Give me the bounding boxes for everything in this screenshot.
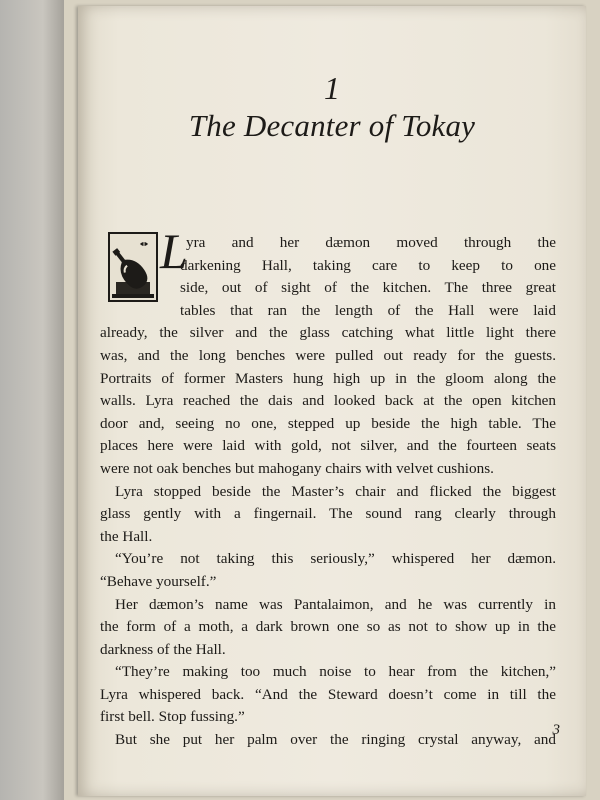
text-line: “They’re making too much noise to hear from the kitchen,” [115, 663, 556, 681]
chapter-title: The Decanter of Tokay [188, 108, 476, 143]
book-page [78, 6, 586, 796]
body-text [100, 232, 556, 752]
text-line: already, the silver and the glass catching what little light there [100, 324, 556, 342]
text-line: Portraits of former Masters hung high up in the gloom along the [100, 369, 556, 387]
text-line: glass gently with a fingernail. The sound rang clearly through [100, 505, 556, 523]
text-line: walls. Lyra reached the dais and looked back at the open kitchen [100, 392, 556, 410]
text-line: first bell. Stop fussing.” [100, 708, 245, 726]
text-line: were not oak benches but mahogany chairs with velvet cushions. [100, 459, 494, 477]
text-line: Lyra stopped beside the Master’s chair and flicked the biggest [115, 482, 556, 500]
text-line: Lyra whispered back. “And the Steward doesn’t come in till the [100, 685, 556, 703]
text-line: places here were laid with gold, not silver, and the fourteen seats [100, 437, 556, 455]
text-line: “You’re not taking this seriously,” whispered her dæmon. [115, 550, 556, 568]
text-line: darkening Hall, taking care to keep to one [180, 256, 556, 274]
chapter-number: 1 [324, 70, 340, 106]
text-line: side, out of sight of the kitchen. The three great [180, 279, 556, 297]
drop-cap-letter: L [160, 223, 188, 279]
text-line: darkness of the Hall. [100, 640, 226, 658]
text-line: the form of a moth, a dark brown one so as not to show up in the [100, 618, 556, 636]
text-line: Her dæmon’s name was Pantalaimon, and he was currently in [115, 595, 556, 613]
text-line: “Behave yourself.” [100, 572, 217, 590]
text-line: tables that ran the length of the Hall were laid [180, 301, 556, 319]
text-line: the Hall. [100, 527, 153, 545]
text-line: door and, seeing no one, stepped up beside the high table. The [100, 414, 556, 432]
text-line: was, and the long benches were pulled out ready for the guests. [100, 346, 556, 364]
text-line: yra and her dæmon moved through the [186, 234, 556, 251]
text-line: But she put her palm over the ringing crystal anyway, and [115, 731, 556, 749]
page-number: 3 [552, 722, 560, 738]
